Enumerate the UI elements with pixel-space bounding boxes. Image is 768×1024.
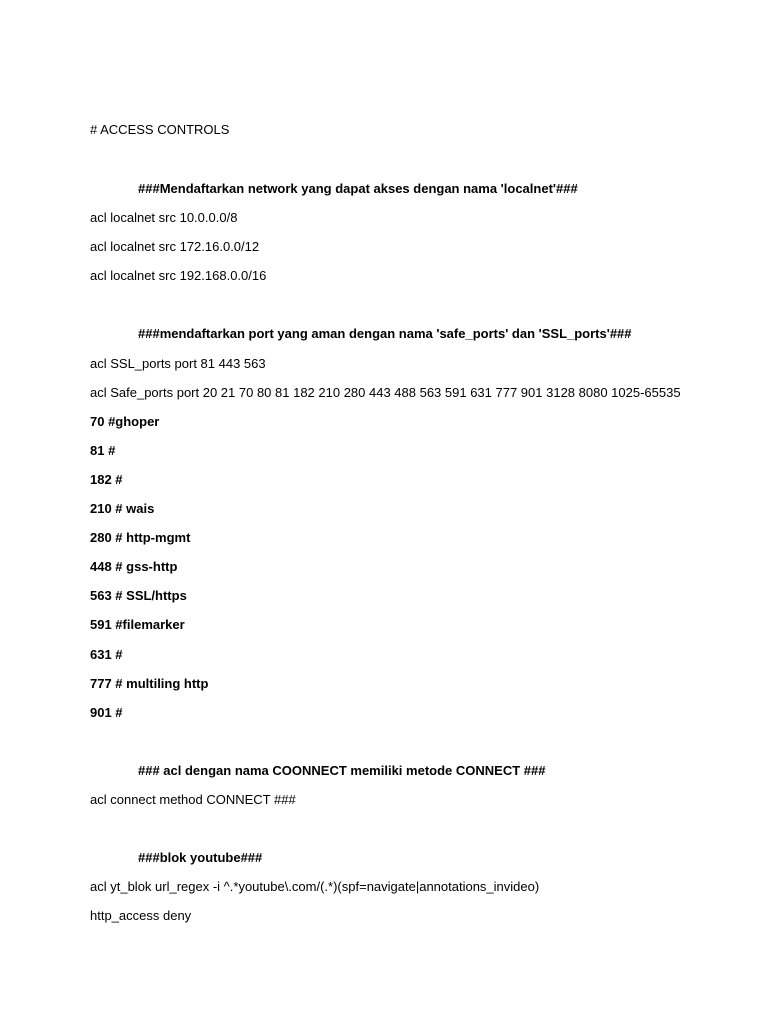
port-line-777: 777 # multiling http	[90, 676, 209, 691]
comment-youtube-heading: ###blok youtube###	[138, 850, 263, 865]
section-heading-access-controls: # ACCESS CONTROLS	[90, 122, 230, 137]
port-line-210: 210 # wais	[90, 501, 155, 516]
code-line-ssl-ports: acl SSL_ports port 81 443 563	[90, 356, 266, 371]
code-line-localnet-2: acl localnet src 172.16.0.0/12	[90, 239, 260, 254]
port-line-182: 182 #	[90, 472, 123, 487]
port-line-631: 631 #	[90, 647, 123, 662]
port-line-81: 81 #	[90, 443, 116, 458]
comment-connect-heading: ### acl dengan nama COONNECT memiliki metode CONNECT ###	[138, 763, 546, 778]
code-line-localnet-1: acl localnet src 10.0.0.0/8	[90, 210, 238, 225]
code-line-yt-blok: acl yt_blok url_regex -i ^.*youtube\.com/(.*)(spf=navigate|annotations_invideo)	[90, 879, 540, 894]
comment-localnet-heading: ###Mendaftarkan network yang dapat akses dengan nama 'localnet'###	[138, 181, 578, 196]
code-line-safe-ports: acl Safe_ports port 20 21 70 80 81 182 210 280 443 488 563 591 631 777 901 3128 8080 1025-65535	[90, 385, 681, 400]
port-line-70: 70 #ghoper	[90, 414, 160, 429]
port-line-563: 563 # SSL/https	[90, 588, 187, 603]
comment-ports-heading: ###mendaftarkan port yang aman dengan nama 'safe_ports' dan 'SSL_ports'###	[138, 326, 632, 341]
code-line-http-access: http_access deny	[90, 908, 192, 923]
code-line-localnet-3: acl localnet src 192.168.0.0/16	[90, 268, 267, 283]
port-line-591: 591 #filemarker	[90, 617, 185, 632]
port-line-901: 901 #	[90, 705, 123, 720]
port-line-280: 280 # http-mgmt	[90, 530, 191, 545]
port-line-448: 448 # gss-http	[90, 559, 178, 574]
code-line-connect: acl connect method CONNECT ###	[90, 792, 296, 807]
